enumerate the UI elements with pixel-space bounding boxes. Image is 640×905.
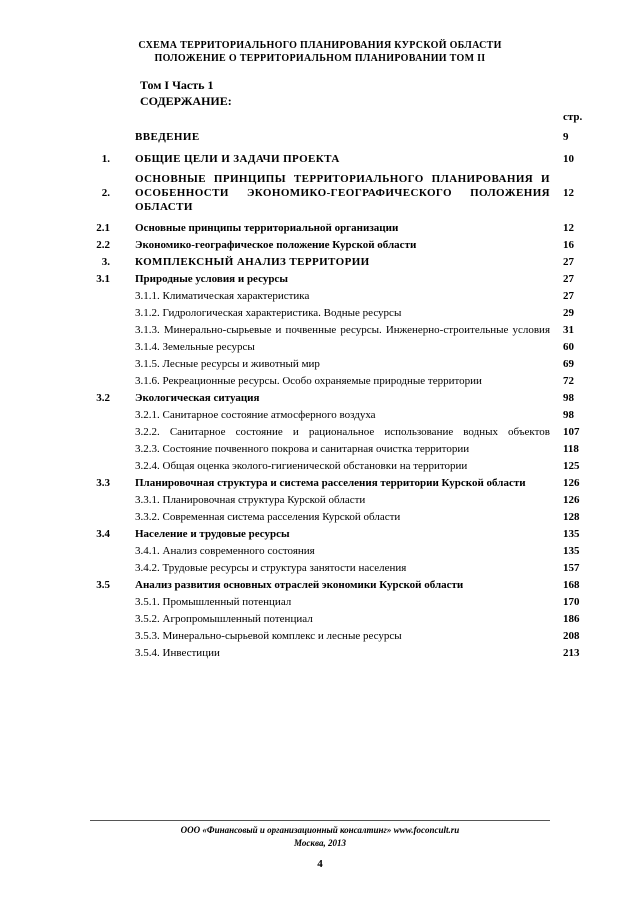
toc-entry	[0, 544, 640, 558]
toc-entry-page: 107	[563, 426, 580, 438]
toc-entry-title: 3.5.3. Минерально-сырьевой комплекс и лесные ресурсы	[135, 630, 402, 642]
toc-entry-page: 27	[563, 273, 574, 285]
toc-entry-page: 208	[563, 630, 580, 642]
toc-entry	[0, 442, 640, 456]
toc-entry-page: 213	[563, 647, 580, 659]
toc-entry-page: 168	[563, 579, 580, 591]
toc-entry	[0, 476, 640, 490]
toc-entry-number: 2.	[101, 187, 110, 199]
toc-entry-page: 135	[563, 545, 580, 557]
header-line-2: ПОЛОЖЕНИЕ О ТЕРРИТОРИАЛЬНОМ ПЛАНИРОВАНИИ ТОМ II	[154, 53, 486, 64]
toc-entry	[0, 578, 640, 592]
toc-entry-title: Экологическая ситуация	[135, 392, 260, 404]
toc-entry	[0, 629, 640, 643]
toc-entry-title: 3.4.2. Трудовые ресурсы и структура занятости населения	[135, 562, 407, 574]
toc-entry-title: Природные условия и ресурсы	[135, 273, 288, 285]
toc-entry-title: Планировочная структура и система расселения территории Курской области	[135, 477, 526, 489]
toc-entry-page: 186	[563, 613, 580, 625]
page-column-label: стр.	[563, 111, 583, 123]
toc-entry	[0, 255, 640, 269]
toc-entry-page: 118	[563, 443, 579, 455]
toc-entry-page: 98	[563, 392, 574, 404]
toc-entry-title: Анализ развития основных отраслей экономики Курской области	[135, 579, 464, 591]
toc-entry-title: Экономико-географическое положение Курской области	[135, 239, 417, 251]
toc-entry-page: 31	[563, 324, 574, 336]
toc-entry	[0, 323, 640, 337]
toc-entry-title: 3.1.4. Земельные ресурсы	[135, 341, 255, 353]
toc-entry-page: 16	[563, 239, 574, 251]
toc-entry-number: 3.1	[96, 273, 110, 285]
toc-entry-number: 1.	[101, 153, 110, 165]
footer-city-year: Москва, 2013	[294, 838, 346, 848]
toc-entry	[0, 357, 640, 371]
toc-entry	[0, 646, 640, 660]
toc-entry-title: 3.2.3. Состояние почвенного покрова и санитарная очистка территории	[135, 443, 470, 455]
footer-company: ООО «Финансовый и организационный консалтинг» www.foconcult.ru	[180, 825, 460, 835]
toc-entry	[0, 612, 640, 626]
toc-entry-number: 2.1	[96, 222, 110, 234]
toc-entry-title: 3.4.1. Анализ современного состояния	[135, 545, 315, 557]
toc-entry-page: 27	[563, 256, 574, 268]
toc-entry	[0, 221, 640, 235]
header-line-1: СХЕМА ТЕРРИТОРИАЛЬНОГО ПЛАНИРОВАНИЯ КУРСКОЙ ОБЛАСТИ	[138, 40, 502, 51]
toc-entry-title: 3.5.4. Инвестиции	[135, 647, 220, 659]
toc-entry-page: 10	[563, 153, 574, 165]
toc-entry-title: 3.1.2. Гидрологическая характеристика. Водные ресурсы	[135, 307, 402, 319]
volume-label: Том I Часть 1	[140, 78, 214, 92]
toc-entry	[0, 272, 640, 286]
toc-entry-page: 27	[563, 290, 574, 302]
toc-entry-number: 3.5	[96, 579, 110, 591]
toc-entry-number: 3.3	[96, 477, 110, 489]
toc-entry-title: 3.1.3. Минерально-сырьевые и почвенные ресурсы. Инженерно-строительные условия	[135, 324, 550, 336]
toc-entry	[0, 459, 640, 473]
toc-entry-page: 98	[563, 409, 574, 421]
toc-entry-page: 69	[563, 358, 574, 370]
toc-entry-title: 3.1.6. Рекреационные ресурсы. Особо охраняемые природные территории	[135, 375, 482, 387]
toc-entry-title: 3.2.4. Общая оценка эколого-гигиенической обстановки на территории	[135, 460, 468, 472]
toc-entry-title: 3.2.1. Санитарное состояние атмосферного воздуха	[135, 409, 376, 421]
toc-entry-title: ОСНОВНЫЕ ПРИНЦИПЫ ТЕРРИТОРИАЛЬНОГО ПЛАНИРОВАНИЯ И ОСОБЕННОСТИ ЭКОНОМИКО-ГЕОГРАФИЧЕСКОГО ПОЛОЖЕНИЯ ОБЛАСТИ	[135, 173, 550, 213]
toc-entry	[0, 493, 640, 507]
page-number: 4	[317, 858, 323, 870]
toc-entry	[0, 152, 640, 166]
contents-title: СОДЕРЖАНИЕ:	[140, 94, 232, 108]
toc-entry-title: Население и трудовые ресурсы	[135, 528, 290, 540]
toc-entry-title: 3.2.2. Санитарное состояние и рациональное использование водных объектов	[135, 426, 550, 438]
toc-entry	[0, 425, 640, 439]
toc-entry	[0, 391, 640, 405]
toc-entry-page: 170	[563, 596, 580, 608]
toc-entry-number: 3.4	[96, 528, 110, 540]
toc-entry	[0, 510, 640, 524]
toc-entry-page: 135	[563, 528, 580, 540]
toc-entry	[0, 527, 640, 541]
toc-entry-page: 126	[563, 477, 580, 489]
toc-entry	[0, 172, 640, 214]
toc-entry-title: 3.1.5. Лесные ресурсы и животный мир	[135, 358, 320, 370]
toc-entry-number: 2.2	[96, 239, 110, 251]
toc-entry-page: 125	[563, 460, 580, 472]
toc-entry	[0, 561, 640, 575]
toc-entry-page: 12	[563, 222, 574, 234]
toc-entry-number: 3.	[101, 256, 110, 268]
toc-entry	[0, 340, 640, 354]
toc-entry-title: 3.3.2. Современная система расселения Курской области	[135, 511, 401, 523]
toc-entry	[0, 238, 640, 252]
toc-entry-page: 29	[563, 307, 574, 319]
toc-entry	[0, 130, 640, 144]
footer-divider	[90, 820, 550, 821]
toc-entry	[0, 374, 640, 388]
toc-entry	[0, 289, 640, 303]
toc-entry-page: 12	[563, 187, 574, 199]
toc-entry-page: 60	[563, 341, 574, 353]
toc-entry-page: 72	[563, 375, 574, 387]
toc-entry-title: ОБЩИЕ ЦЕЛИ И ЗАДАЧИ ПРОЕКТА	[135, 153, 340, 165]
toc-entry-page: 128	[563, 511, 580, 523]
toc-entry	[0, 408, 640, 422]
toc-entry	[0, 595, 640, 609]
toc-entry-title: КОМПЛЕКСНЫЙ АНАЛИЗ ТЕРРИТОРИИ	[135, 256, 370, 268]
toc-entry-page: 126	[563, 494, 580, 506]
toc-entry-page: 157	[563, 562, 580, 574]
toc-entry-title: ВВЕДЕНИЕ	[135, 131, 200, 143]
toc-entry-title: 3.5.2. Агропромышленный потенциал	[135, 613, 313, 625]
toc-entry-number: 3.2	[96, 392, 110, 404]
toc-entry-title: 3.5.1. Промышленный потенциал	[135, 596, 292, 608]
toc-entry-page: 9	[563, 131, 569, 143]
toc-entry-title: Основные принципы территориальной организации	[135, 222, 399, 234]
toc-entry	[0, 306, 640, 320]
toc-entry-title: 3.3.1. Планировочная структура Курской области	[135, 494, 366, 506]
table-of-contents	[0, 124, 640, 660]
toc-entry-title: 3.1.1. Климатическая характеристика	[135, 290, 310, 302]
